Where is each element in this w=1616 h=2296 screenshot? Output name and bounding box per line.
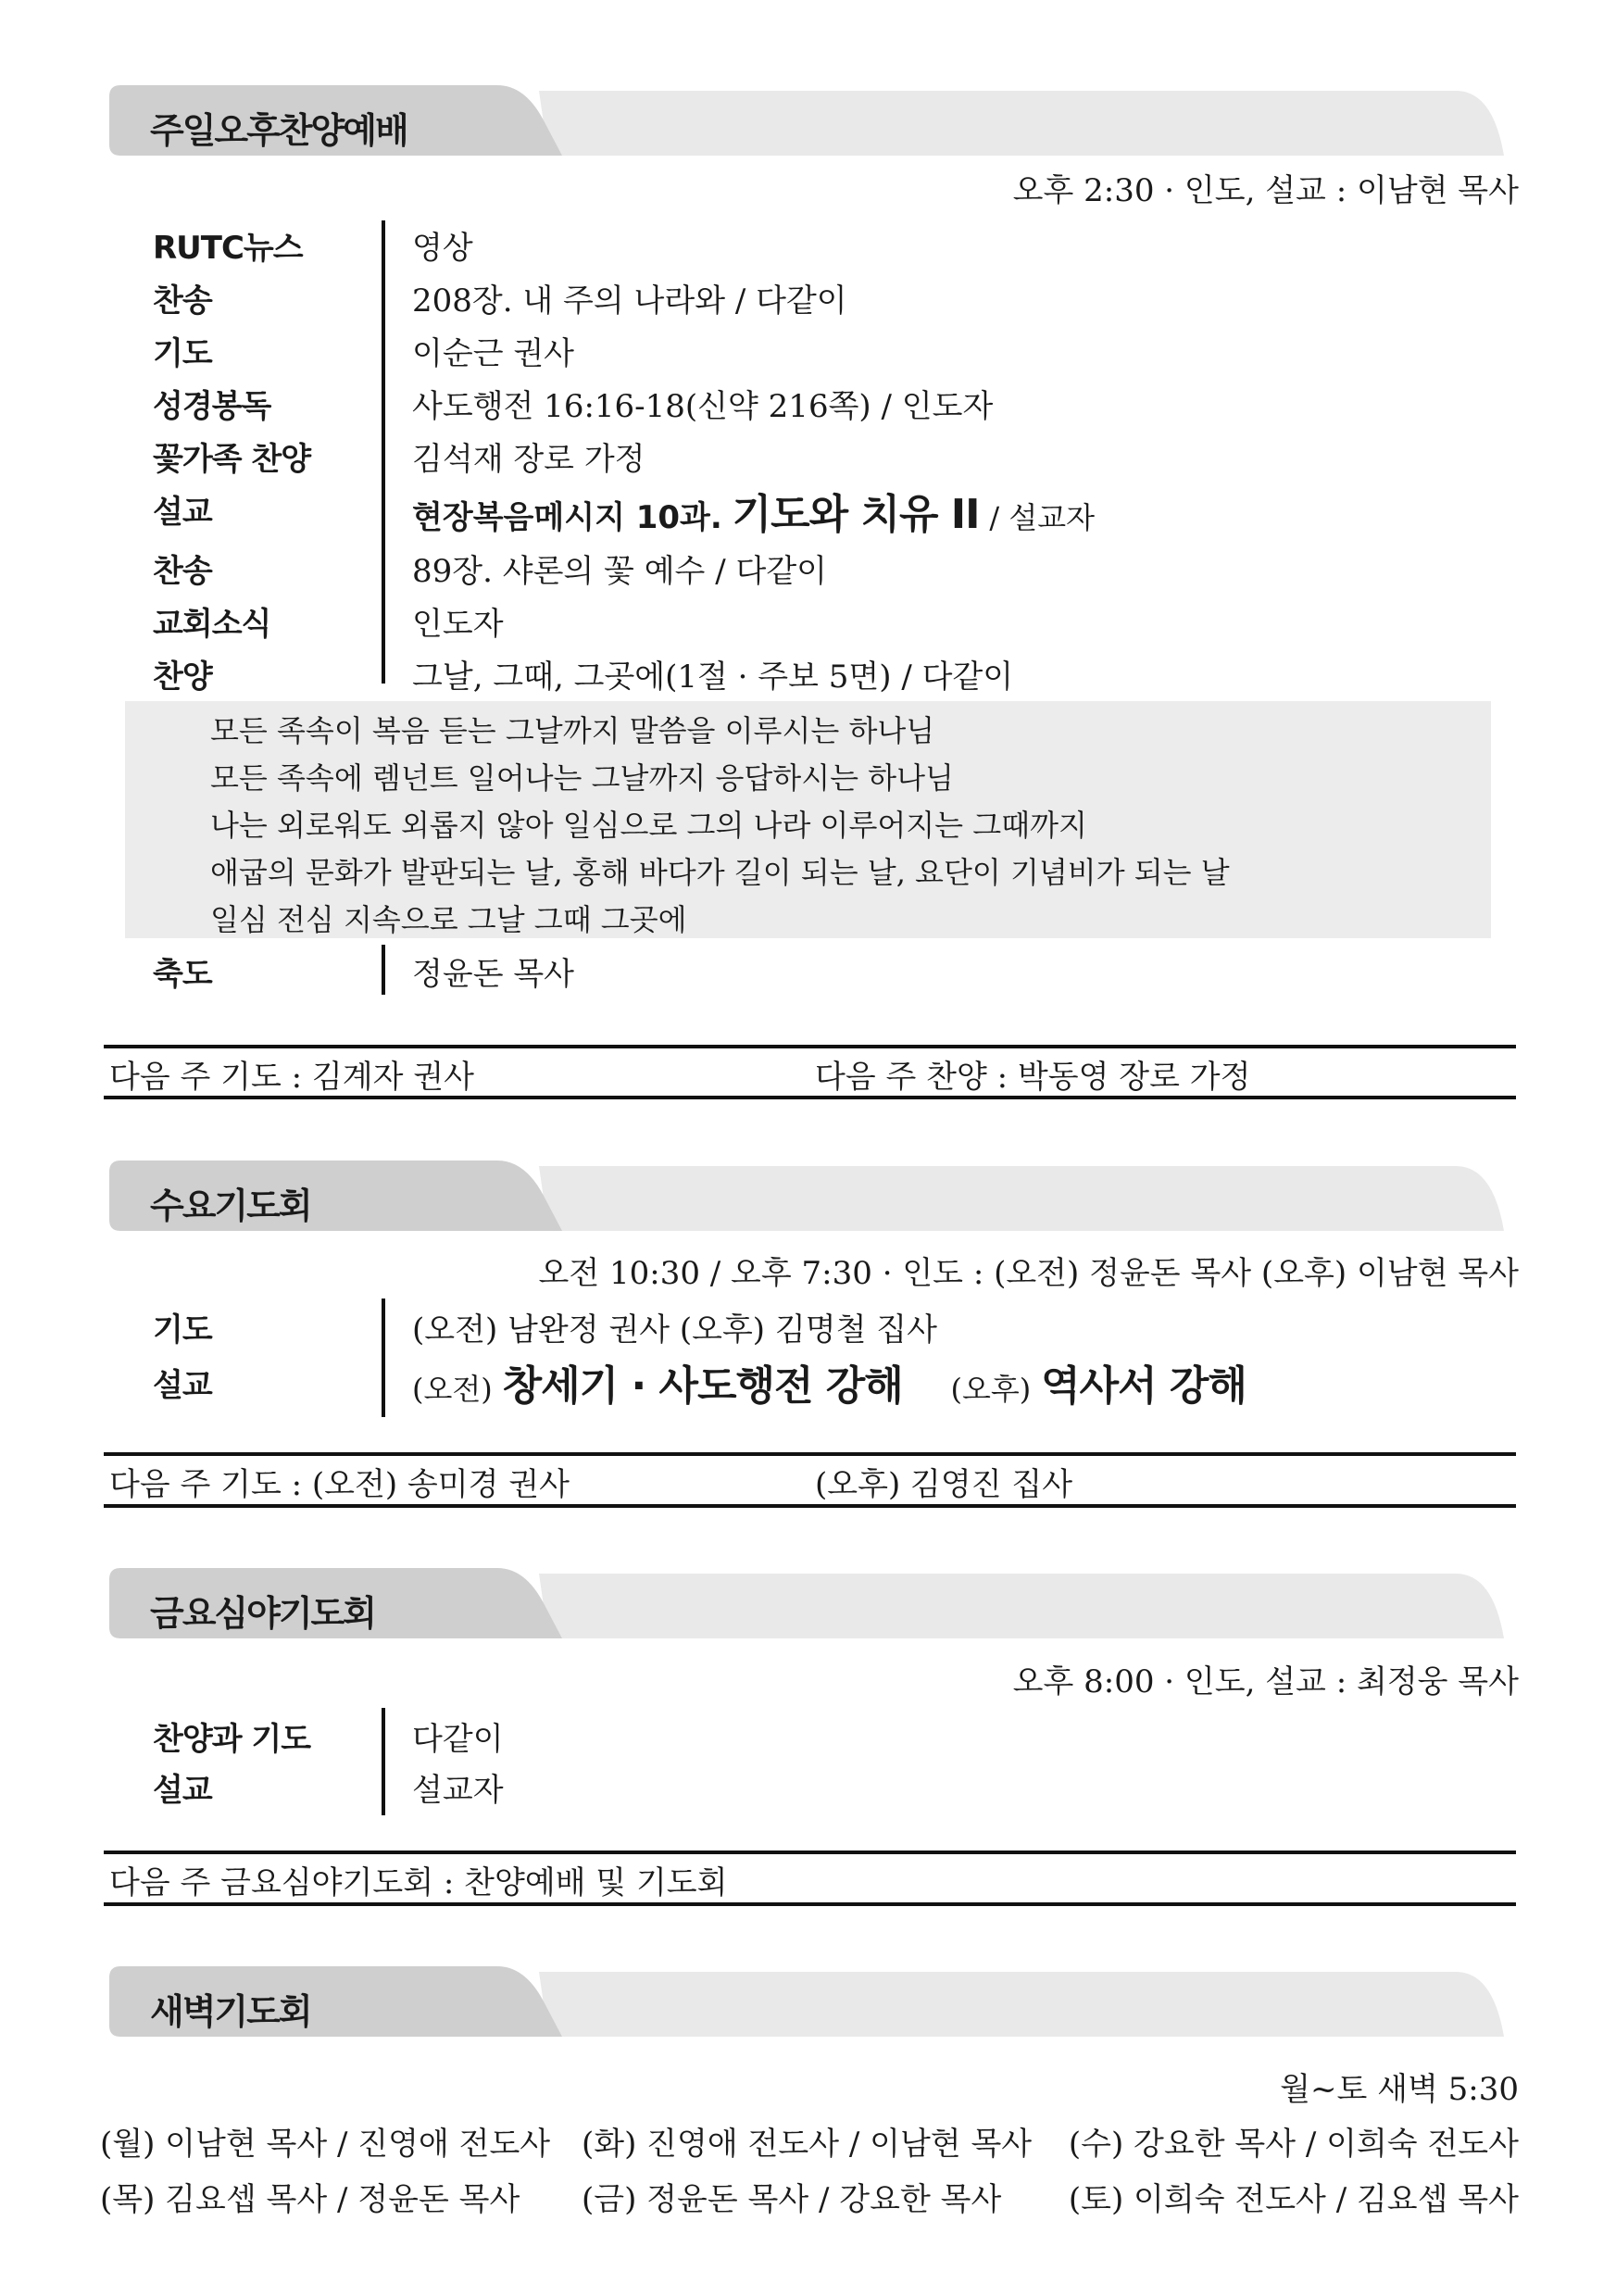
item-value: 인도자: [412, 606, 504, 643]
item-value: 김석재 장로 가정: [412, 441, 645, 478]
section-header-shape: [104, 1966, 1511, 2042]
item-label: 성경봉독: [153, 388, 271, 425]
pm-tag: (오후): [950, 1372, 1032, 1407]
next-week-prayer-am: 다음 주 기도 : (오전) 송미경 권사: [109, 1466, 570, 1503]
item-value: 그날, 그때, 그곳에(1절 · 주보 5면) / 다같이: [412, 659, 1014, 696]
sermon-title: 기도와 치유 II: [732, 491, 980, 538]
section-title: 수요기도회: [150, 1186, 311, 1226]
service-info: 오후 8:00 · 인도, 설교 : 최정웅 목사: [1012, 1663, 1519, 1700]
rule-top: [104, 1851, 1516, 1854]
section-title: 주일오후찬양예배: [150, 110, 407, 151]
item-label: 설교: [153, 1367, 212, 1404]
item-value: (오전) 남완정 권사 (오후) 김명철 집사: [412, 1311, 937, 1349]
next-week-friday: 다음 주 금요심야기도회 : 찬양예배 및 기도회: [109, 1864, 728, 1901]
rule-bottom: [104, 1504, 1516, 1508]
am-sermon-title: 창세기 · 사도행전 강해: [502, 1362, 903, 1410]
next-week-prayer-pm: (오후) 김영진 집사: [815, 1466, 1073, 1503]
item-value: 이순근 권사: [412, 335, 575, 372]
section-header-wednesday: [104, 1161, 1511, 1236]
lyric-line: 일심 전심 지속으로 그날 그때 그곳에: [210, 902, 687, 937]
rule-top: [104, 1045, 1516, 1048]
dawn-schedule-item: (토) 이희숙 전도사 / 김요셉 목사: [1068, 2181, 1519, 2218]
divider: [382, 220, 385, 684]
divider: [382, 1299, 385, 1417]
dawn-schedule-item: (수) 강요한 목사 / 이희숙 전도사: [1068, 2126, 1519, 2163]
item-value: 208장. 내 주의 나라와 / 다같이: [412, 282, 847, 320]
item-value: 설교자: [412, 1772, 504, 1809]
am-tag: (오전): [412, 1372, 493, 1407]
item-label: 찬양과 기도: [153, 1721, 311, 1758]
item-label: 기도: [153, 335, 212, 372]
sermon-series: 현장복음메시지 10과.: [412, 499, 722, 536]
item-label: 찬송: [153, 282, 212, 320]
dawn-schedule-item: (화) 진영애 전도사 / 이남현 목사: [582, 2126, 1033, 2163]
service-info: 오후 2:30 · 인도, 설교 : 이남현 목사: [1012, 172, 1519, 209]
item-label: 축도: [153, 956, 212, 993]
section-header-shape: [104, 1161, 1511, 1236]
dawn-schedule-item: (목) 김요셉 목사 / 정윤돈 목사: [100, 2181, 520, 2218]
item-label: 설교: [153, 1772, 212, 1809]
divider: [382, 1708, 385, 1815]
lyrics-box: [125, 701, 1491, 938]
item-label: 찬송: [153, 553, 212, 590]
pm-sermon-title: 역사서 강해: [1041, 1362, 1246, 1410]
lyric-line: 모든 족속에 렘넌트 일어나는 그날까지 응답하시는 하나님: [210, 760, 954, 796]
item-label: 찬양: [153, 659, 212, 696]
divider: [382, 945, 385, 995]
service-info: 오전 10:30 / 오후 7:30 · 인도 : (오전) 정윤돈 목사 (오후) 이남현 목사: [538, 1255, 1519, 1292]
rule-bottom: [104, 1902, 1516, 1906]
item-value: 사도행전 16:16-18(신약 216쪽) / 인도자: [412, 388, 994, 425]
item-label: RUTC뉴스: [153, 230, 303, 267]
sermon-speaker: / 설교자: [989, 500, 1096, 535]
rule-top: [104, 1452, 1516, 1456]
next-week-prayer: 다음 주 기도 : 김계자 권사: [109, 1059, 474, 1096]
item-value: 89장. 샤론의 꽃 예수 / 다같이: [412, 553, 828, 590]
section-header-sunday: [104, 85, 1511, 161]
dawn-schedule-item: (금) 정윤돈 목사 / 강요한 목사: [582, 2181, 1002, 2218]
section-header-dawn: [104, 1966, 1511, 2042]
item-value: 정윤돈 목사: [412, 956, 575, 993]
lyric-line: 나는 외로워도 외롭지 않아 일심으로 그의 나라 이루어지는 그때까지: [210, 808, 1087, 843]
item-label: 기도: [153, 1311, 212, 1349]
lyric-line: 모든 족속이 복음 듣는 그날까지 말씀을 이루시는 하나님: [210, 713, 935, 748]
section-title: 금요심야기도회: [150, 1593, 375, 1634]
service-info: 월~토 새벽 5:30: [1280, 2071, 1519, 2108]
dawn-schedule-item: (월) 이남현 목사 / 진영애 전도사: [100, 2126, 551, 2163]
item-label: 교회소식: [153, 606, 271, 643]
item-label: 설교: [153, 494, 212, 531]
next-week-praise: 다음 주 찬양 : 박동영 장로 가정: [815, 1059, 1251, 1096]
item-value: [412, 1352, 1246, 1411]
item-label: 꽃가족 찬양: [153, 441, 311, 478]
section-header-friday: [104, 1568, 1511, 1644]
rule-bottom: [104, 1096, 1516, 1099]
item-value: 영상: [412, 230, 473, 267]
item-value: 다같이: [412, 1721, 504, 1758]
item-value: [412, 481, 1095, 540]
section-title: 새벽기도회: [150, 1991, 311, 2032]
lyric-line: 애굽의 문화가 발판되는 날, 홍해 바다가 길이 되는 날, 요단이 기념비가 되는 날: [210, 855, 1230, 890]
